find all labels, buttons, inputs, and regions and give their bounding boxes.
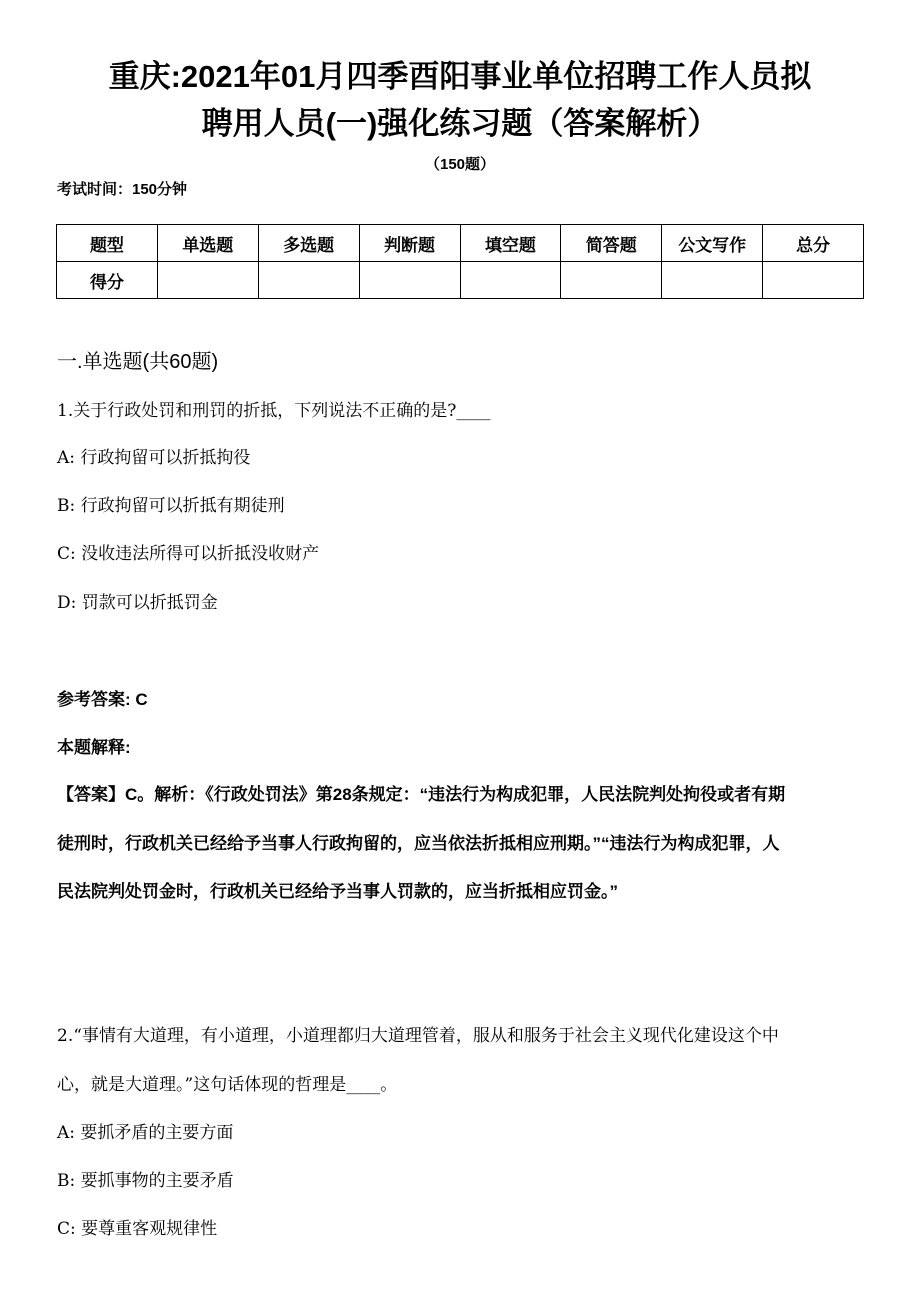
question-2-stem-line: 心，就是大道理。”这句话体现的哲理是____。 <box>57 1075 398 1095</box>
question-2-stem-line: 2.“事情有大道理，有小道理，小道理都归大道理管着，服从和服务于社会主义现代化建设这个中 <box>57 1026 779 1046</box>
score-row-label: 得分 <box>57 262 158 299</box>
question-1-option-d: D: 罚款可以折抵罚金 <box>57 593 218 613</box>
score-cell <box>460 262 561 299</box>
score-table <box>56 224 864 299</box>
question-1-option-b: B: 行政拘留可以折抵有期徒刑 <box>57 496 285 516</box>
score-cell <box>258 262 359 299</box>
question-2-option-b: B: 要抓事物的主要矛盾 <box>57 1171 234 1191</box>
question-1-explanation-line: 【答案】C。解析：《行政处罚法》第28条规定：“违法行为构成犯罪，人民法院判处拘役或者有期 <box>57 785 786 804</box>
score-header-cell: 填空题 <box>460 225 561 262</box>
question-1-stem: 1.关于行政处罚和刑罚的折抵，下列说法不正确的是?____ <box>57 401 491 421</box>
score-cell <box>359 262 460 299</box>
score-header-cell: 简答题 <box>561 225 662 262</box>
question-2-option-c: C: 要尊重客观规律性 <box>57 1219 218 1239</box>
question-count: （150题） <box>424 156 496 173</box>
score-header-cell: 多选题 <box>258 225 359 262</box>
score-header-cell: 判断题 <box>359 225 460 262</box>
score-table-score-row <box>57 262 864 299</box>
document-title-line1: 重庆:2021年01月四季酉阳事业单位招聘工作人员拟 <box>108 59 812 94</box>
question-2-option-a: A: 要抓矛盾的主要方面 <box>57 1123 234 1143</box>
question-1-option-c: C: 没收违法所得可以折抵没收财产 <box>57 544 320 564</box>
question-1-option-a: A: 行政拘留可以折抵拘役 <box>57 448 251 468</box>
score-cell <box>561 262 662 299</box>
document-title-line2: 聘用人员(一)强化练习题（答案解析） <box>201 106 719 141</box>
section-title: 一.单选题(共60题) <box>57 351 219 373</box>
question-1-explanation-line: 民法院判处罚金时，行政机关已经给予当事人罚款的，应当折抵相应罚金。” <box>57 882 618 901</box>
score-table-header-row <box>57 225 864 262</box>
question-1-answer: 参考答案: C <box>57 690 148 709</box>
score-header-cell: 公文写作 <box>662 225 763 262</box>
exam-time: 考试时间：150分钟 <box>57 181 188 198</box>
score-cell <box>662 262 763 299</box>
score-header-cell: 题型 <box>57 225 158 262</box>
question-1-explanation-line: 徒刑时，行政机关已经给予当事人行政拘留的，应当依法折抵相应刑期。”“违法行为构成犯罪，人 <box>57 834 780 853</box>
question-1-explanation-label: 本题解释: <box>57 738 131 757</box>
score-cell <box>157 262 258 299</box>
score-cell <box>763 262 864 299</box>
score-header-cell: 总分 <box>763 225 864 262</box>
score-header-cell: 单选题 <box>157 225 258 262</box>
